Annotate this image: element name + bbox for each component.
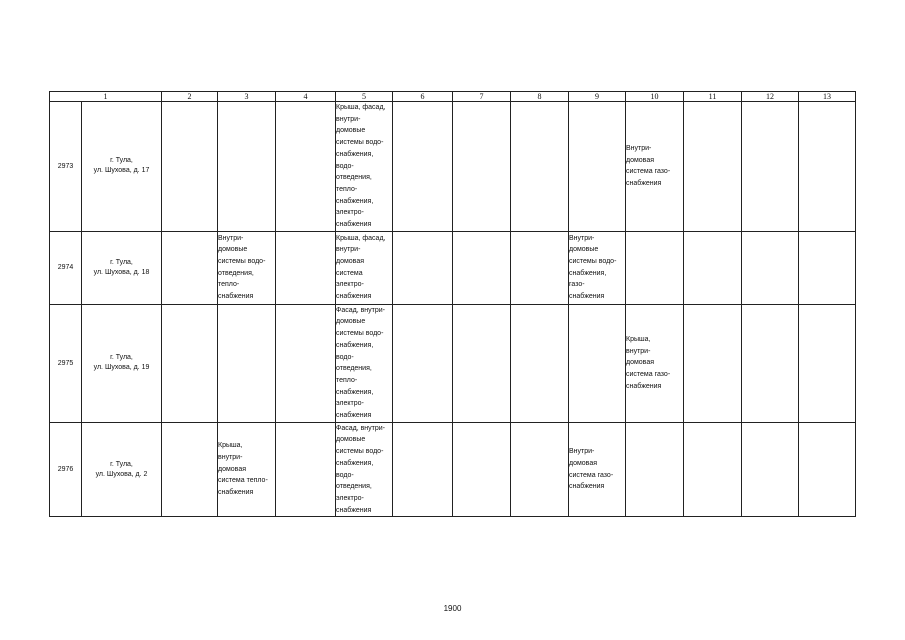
cell-line: Крыша, фасад,: [336, 104, 386, 111]
col-11-cell: [684, 304, 742, 422]
col-10-cell: [626, 304, 684, 422]
col-2-cell: [162, 304, 218, 422]
header-row: [50, 92, 856, 102]
cell-line: водо-: [336, 162, 354, 170]
cell-line: снабжения: [336, 506, 372, 514]
col-11-cell: [684, 231, 742, 304]
column-header: 11: [684, 92, 742, 102]
col-6-cell: [393, 231, 453, 304]
column-header: 6: [393, 92, 453, 102]
cell-line: электро-: [336, 281, 364, 289]
col-12-cell: [742, 304, 799, 422]
table-row: [50, 102, 856, 232]
cell-line: снабжения: [569, 483, 605, 491]
cell-line: снабжения,: [569, 269, 607, 277]
cell-line: системы водо-: [336, 139, 384, 147]
cell-line: домовая: [336, 258, 365, 266]
col-10-cell: [626, 422, 684, 517]
col-9-cell: [569, 102, 626, 232]
address-line: г. Тула,: [110, 460, 133, 468]
cell-line: внутри-: [626, 347, 651, 355]
col-13-cell: [799, 231, 856, 304]
address-line: г. Тула,: [110, 157, 133, 165]
cell-line: отведения,: [336, 174, 372, 182]
address-cell: [82, 102, 162, 232]
col-11-cell: [684, 422, 742, 517]
address-line: ул. Шухова, д. 18: [93, 268, 150, 276]
cell-line: домовая: [569, 459, 598, 467]
row-number-cell: 2976: [50, 422, 82, 517]
column-header: 12: [742, 92, 799, 102]
column-header: 9: [569, 92, 626, 102]
table-row: [50, 231, 856, 304]
cell-line: система газо-: [626, 168, 671, 176]
col-8-cell: [511, 102, 569, 232]
col-11-cell: [684, 102, 742, 232]
col-13-cell: [799, 102, 856, 232]
cell-line: водо-: [336, 353, 354, 361]
cell-line: снабжения: [336, 293, 372, 301]
col-4-cell: [276, 102, 336, 232]
col-7-cell: [453, 304, 511, 422]
cell-line: внутри-: [218, 454, 243, 462]
col-7-cell: [453, 422, 511, 517]
cell-line: снабжения,: [336, 150, 374, 158]
column-header: 5: [336, 92, 393, 102]
cell-line: домовые: [218, 246, 248, 254]
cell-line: тепло-: [336, 185, 358, 193]
col-8-cell: [511, 422, 569, 517]
col-10-cell: [626, 231, 684, 304]
col-12-cell: [742, 422, 799, 517]
cell-line: внутри-: [336, 115, 361, 123]
cell-line: снабжения: [218, 293, 254, 301]
cell-line: Крыша,: [218, 442, 243, 450]
col-9-cell: [569, 422, 626, 517]
col-4-cell: [276, 231, 336, 304]
cell-line: домовая: [626, 359, 655, 367]
cell-line: снабжения: [569, 293, 605, 301]
cell-line: Крыша, фасад,: [336, 234, 386, 242]
col-5-cell: [336, 422, 393, 517]
column-header: 13: [799, 92, 856, 102]
address-line: ул. Шухова, д. 2: [95, 470, 148, 478]
row-number-cell: 2975: [50, 304, 82, 422]
col-6-cell: [393, 304, 453, 422]
cell-line: система газо-: [626, 371, 671, 379]
col-13-cell: [799, 304, 856, 422]
cell-line: Внутри-: [626, 144, 652, 152]
col-5-cell: [336, 231, 393, 304]
address-line: г. Тула,: [110, 354, 133, 362]
col-9-cell: [569, 231, 626, 304]
cell-line: домовые: [336, 318, 366, 326]
address-cell: [82, 231, 162, 304]
cell-line: отведения,: [336, 365, 372, 373]
cell-line: газо-: [569, 281, 585, 289]
cell-line: электро-: [336, 494, 364, 502]
cell-line: Крыша,: [626, 335, 651, 343]
cell-line: снабжения: [626, 382, 662, 390]
column-header: 1: [50, 92, 162, 102]
cell-line: тепло-: [218, 281, 240, 289]
col-3-cell: [218, 231, 276, 304]
cell-line: система тепло-: [218, 477, 268, 485]
cell-line: снабжения,: [336, 459, 374, 467]
col-10-cell: [626, 102, 684, 232]
cell-line: снабжения,: [336, 388, 374, 396]
cell-line: системы водо-: [218, 258, 266, 266]
cell-line: снабжения: [336, 412, 372, 420]
data-table: [49, 91, 856, 517]
cell-line: снабжения: [336, 221, 372, 229]
cell-line: Фасад, внутри-: [336, 424, 386, 432]
col-2-cell: [162, 102, 218, 232]
col-12-cell: [742, 231, 799, 304]
cell-line: Внутри-: [218, 234, 244, 242]
page-number: 1900: [443, 604, 462, 613]
cell-line: системы водо-: [336, 448, 384, 456]
address-line: ул. Шухова, д. 17: [93, 167, 150, 175]
col-5-cell: [336, 102, 393, 232]
col-3-cell: [218, 422, 276, 517]
cell-line: домовые: [336, 436, 366, 444]
col-8-cell: [511, 304, 569, 422]
table-row: [50, 304, 856, 422]
row-number-cell: 2974: [50, 231, 82, 304]
column-header: 2: [162, 92, 218, 102]
cell-line: Фасад, внутри-: [336, 306, 386, 314]
column-header: 8: [511, 92, 569, 102]
cell-line: снабжения: [626, 180, 662, 188]
cell-line: отведения,: [336, 483, 372, 491]
cell-line: система газо-: [569, 471, 614, 479]
cell-line: снабжения,: [336, 197, 374, 205]
cell-line: внутри-: [336, 246, 361, 254]
column-header: 7: [453, 92, 511, 102]
address-line: г. Тула,: [110, 258, 133, 266]
address-cell: [82, 422, 162, 517]
cell-line: снабжения: [218, 489, 254, 497]
col-8-cell: [511, 231, 569, 304]
col-12-cell: [742, 102, 799, 232]
col-13-cell: [799, 422, 856, 517]
col-6-cell: [393, 102, 453, 232]
col-6-cell: [393, 422, 453, 517]
address-line: ул. Шухова, д. 19: [93, 364, 150, 372]
col-7-cell: [453, 231, 511, 304]
col-9-cell: [569, 304, 626, 422]
col-7-cell: [453, 102, 511, 232]
cell-line: домовая: [218, 465, 247, 473]
cell-line: электро-: [336, 209, 364, 217]
cell-line: электро-: [336, 400, 364, 408]
cell-line: отведения,: [218, 269, 254, 277]
cell-line: система: [336, 269, 363, 277]
cell-line: домовая: [626, 156, 655, 164]
col-5-cell: [336, 304, 393, 422]
cell-line: домовые: [569, 246, 599, 254]
column-header: 10: [626, 92, 684, 102]
col-2-cell: [162, 231, 218, 304]
address-cell: [82, 304, 162, 422]
cell-line: Внутри-: [569, 448, 595, 456]
col-3-cell: [218, 102, 276, 232]
column-header: 4: [276, 92, 336, 102]
col-4-cell: [276, 304, 336, 422]
table-row: [50, 422, 856, 517]
col-2-cell: [162, 422, 218, 517]
col-4-cell: [276, 422, 336, 517]
cell-line: снабжения,: [336, 341, 374, 349]
cell-line: домовые: [336, 127, 366, 135]
col-3-cell: [218, 304, 276, 422]
cell-line: Внутри-: [569, 234, 595, 242]
cell-line: системы водо-: [336, 330, 384, 338]
cell-line: водо-: [336, 471, 354, 479]
cell-line: тепло-: [336, 376, 358, 384]
row-number-cell: 2973: [50, 102, 82, 232]
cell-line: системы водо-: [569, 258, 617, 266]
column-header: 3: [218, 92, 276, 102]
